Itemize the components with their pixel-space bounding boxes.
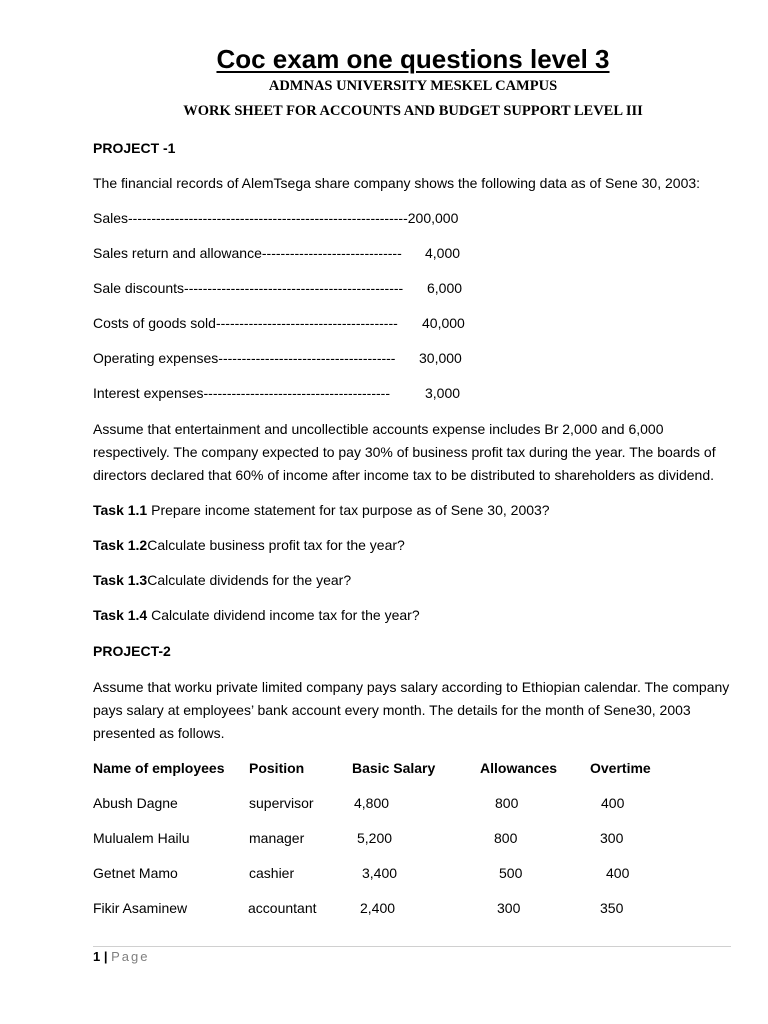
project2-heading: PROJECT-2 <box>93 643 171 659</box>
task-text: Prepare income statement for tax purpose as of Sene 30, 2003? <box>147 502 550 518</box>
ledger-amount-sale-discounts: 6,000 <box>427 280 463 296</box>
worksheet-title: WORK SHEET FOR ACCOUNTS AND BUDGET SUPPORT LEVEL III <box>183 103 643 119</box>
col-header-allowances: Allowances <box>480 760 558 776</box>
table-cell-overtime: 350 <box>600 900 624 916</box>
page-number: 1 <box>93 949 101 964</box>
ledger-item-cogs: Costs of goods sold--------------------------------------- <box>93 315 398 331</box>
task-1-1 <box>93 502 550 518</box>
table-cell-allowances: 800 <box>495 795 519 811</box>
table-cell-name: Mulualem Hailu <box>93 830 190 846</box>
university-name: ADMNAS UNIVERSITY MESKEL CAMPUS <box>268 78 558 94</box>
table-cell-basic-salary: 5,200 <box>357 830 393 846</box>
col-header-position: Position <box>249 760 305 776</box>
task-label: Task 1.3 <box>93 572 148 588</box>
ledger-amount-operating: 30,000 <box>419 350 462 366</box>
page-label: Page <box>111 949 150 964</box>
ledger-amount-interest: 3,000 <box>425 385 461 401</box>
project1-heading: PROJECT -1 <box>93 140 176 156</box>
task-1-4 <box>93 607 420 623</box>
page-footer <box>93 949 149 964</box>
table-cell-overtime: 400 <box>601 795 625 811</box>
task-text: Calculate dividends for the year? <box>147 572 352 588</box>
table-cell-overtime: 400 <box>606 865 630 881</box>
table-cell-position: accountant <box>248 900 317 916</box>
ledger-item-operating: Operating expenses-------------------------------------- <box>93 350 396 366</box>
table-cell-overtime: 300 <box>600 830 624 846</box>
project2-intro: Assume that worku private limited company pays salary according to Ethiopian calendar. The company pays salary at employees’ bank account every month. The details for the month of Sene30, 2003 presented as follows. <box>93 679 730 741</box>
page-separator: | <box>100 949 112 964</box>
col-header-name: Name of employees <box>93 760 225 776</box>
table-cell-allowances: 800 <box>494 830 518 846</box>
ledger-item-sales-return: Sales return and allowance------------------------------ <box>93 245 402 261</box>
ledger-amount-cogs: 40,000 <box>422 315 465 331</box>
footer-divider <box>93 946 731 947</box>
table-cell-allowances: 300 <box>497 900 521 916</box>
task-label: Task 1.1 <box>93 502 148 518</box>
col-header-basic-salary: Basic Salary <box>352 760 436 776</box>
table-cell-allowances: 500 <box>499 865 523 881</box>
table-cell-basic-salary: 2,400 <box>360 900 396 916</box>
table-cell-position: supervisor <box>249 795 314 811</box>
col-header-overtime: Overtime <box>590 760 651 776</box>
task-label: Task 1.4 <box>93 607 148 623</box>
project1-intro: The financial records of AlemTsega share company shows the following data as of Sene 30, 2003: <box>93 175 701 191</box>
ledger-item-sale-discounts: Sale discounts----------------------------------------------- <box>93 280 404 296</box>
task-1-2 <box>93 537 405 553</box>
table-cell-basic-salary: 4,800 <box>354 795 390 811</box>
table-cell-name: Abush Dagne <box>93 795 178 811</box>
ledger-amount-sales-return: 4,000 <box>425 245 461 261</box>
task-1-3 <box>93 572 351 588</box>
project1-assumption: Assume that entertainment and uncollectible accounts expense includes Br 2,000 and 6,000 respectively. The company expected to pay 30% of business profit tax during the year. The boards of directors declared that 60% of income after income tax to be distributed to shareholders as dividend. <box>93 421 716 483</box>
task-label: Task 1.2 <box>93 537 148 553</box>
table-cell-position: cashier <box>249 865 295 881</box>
table-cell-basic-salary: 3,400 <box>362 865 398 881</box>
ledger-item-interest: Interest expenses---------------------------------------- <box>93 385 390 401</box>
table-cell-name: Getnet Mamo <box>93 865 178 881</box>
task-text: Calculate business profit tax for the year? <box>147 537 405 553</box>
task-text: Calculate dividend income tax for the year? <box>147 607 420 623</box>
document-title: Coc exam one questions level 3 <box>216 44 610 74</box>
ledger-item-sales: Sales------------------------------------------------------------200,000 <box>93 210 459 226</box>
table-cell-name: Fikir Asaminew <box>93 900 188 916</box>
table-cell-position: manager <box>249 830 305 846</box>
